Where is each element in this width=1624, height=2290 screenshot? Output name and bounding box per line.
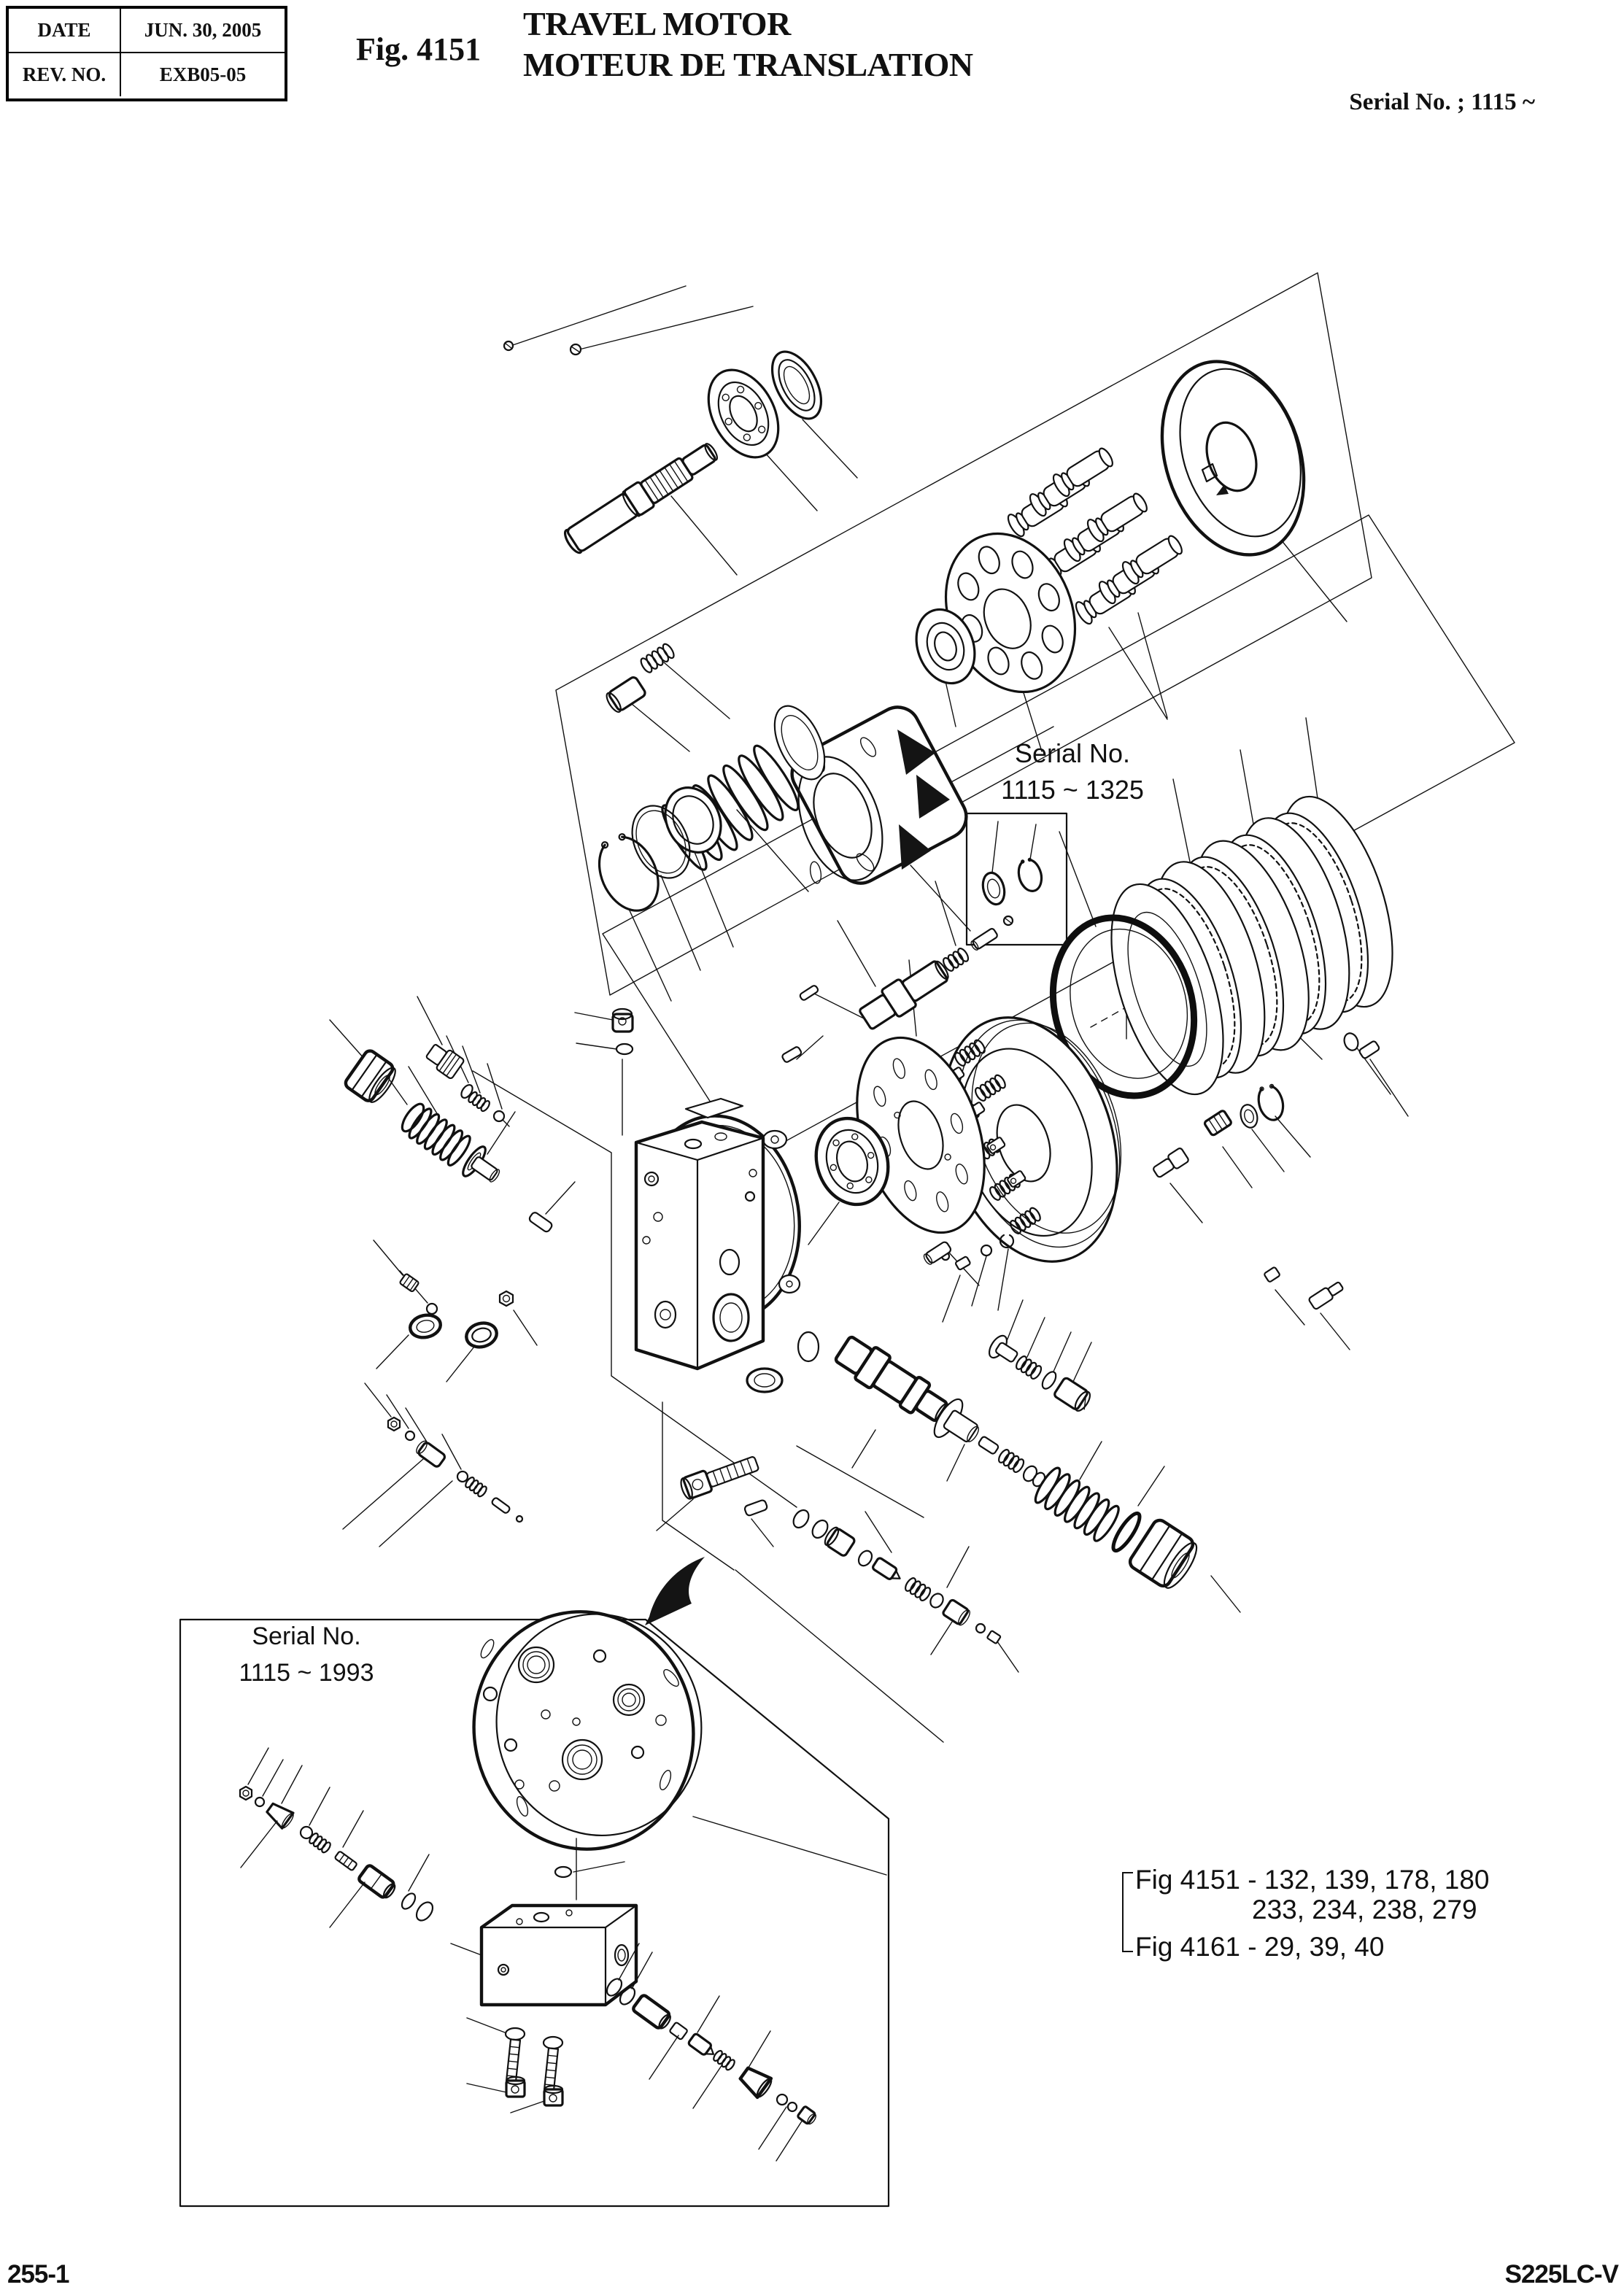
date-value: JUN. 30, 2005 bbox=[144, 19, 262, 41]
brake-release-spool bbox=[857, 916, 1013, 1033]
rear-cover bbox=[455, 1593, 886, 1875]
inset-circlip-box bbox=[967, 813, 1067, 945]
reference-fig4151-line1: Fig 4151 - 132, 139, 178, 180 bbox=[1135, 1865, 1490, 1895]
friction-plate-stack bbox=[1089, 784, 1415, 1108]
revision-value: EXB05-05 bbox=[159, 63, 247, 85]
shaft-bushing bbox=[604, 676, 646, 713]
relief-valve-assembly bbox=[344, 1041, 553, 1233]
valve-block bbox=[451, 1906, 636, 2005]
reference-bracket bbox=[1122, 1872, 1133, 1952]
page-number: 255-1 bbox=[7, 2260, 69, 2289]
model-code: S225LC-V bbox=[1504, 2260, 1618, 2289]
counterbalance-spool bbox=[832, 1332, 1203, 1593]
check-valve-chain bbox=[790, 1507, 1000, 1644]
reference-fig4161: Fig 4161 - 29, 39, 40 bbox=[1135, 1932, 1385, 1962]
housing-bolt bbox=[678, 1452, 760, 1500]
breather-plug bbox=[613, 1009, 633, 1054]
direction-arrow bbox=[645, 1557, 705, 1625]
revision-label: REV. NO. bbox=[9, 53, 121, 96]
dowel-pin-top bbox=[781, 1046, 803, 1063]
reference-fig4151-line2: 233, 234, 238, 279 bbox=[1252, 1895, 1477, 1925]
serial-lower-line2: 1115 ~ 1993 bbox=[239, 1659, 374, 1687]
serial-upper-line1: Serial No. bbox=[1014, 738, 1131, 768]
snap-ring bbox=[588, 827, 670, 920]
drive-shaft bbox=[561, 438, 722, 557]
drawing-title-english: TRAVEL MOTOR bbox=[523, 5, 791, 42]
serial-label-lower bbox=[204, 1618, 409, 1691]
serial-note: Serial No. ; 1115 ~ bbox=[1349, 89, 1535, 115]
housing-pin bbox=[744, 1499, 768, 1516]
block-pin bbox=[799, 985, 819, 1002]
lower-left-valve-chain bbox=[388, 1417, 522, 1522]
serial-lower-line1: Serial No. bbox=[252, 1622, 361, 1650]
subfig-left-chain bbox=[240, 1748, 436, 1927]
shaft-spring bbox=[639, 642, 676, 674]
shaft-key-screws bbox=[504, 341, 581, 355]
serial-label-upper bbox=[970, 735, 1175, 808]
cover-bolts bbox=[467, 2018, 562, 2113]
motor-housing bbox=[629, 1099, 819, 1392]
dowel-pin-right bbox=[922, 1241, 952, 1266]
date-label: DATE bbox=[9, 9, 121, 52]
serial-upper-line2: 1115 ~ 1325 bbox=[1001, 775, 1144, 805]
figure-number: Fig. 4151 bbox=[356, 31, 482, 67]
drawing-title-french: MOTEUR DE TRANSLATION bbox=[523, 46, 973, 83]
drain-plug-group bbox=[399, 1273, 513, 1350]
